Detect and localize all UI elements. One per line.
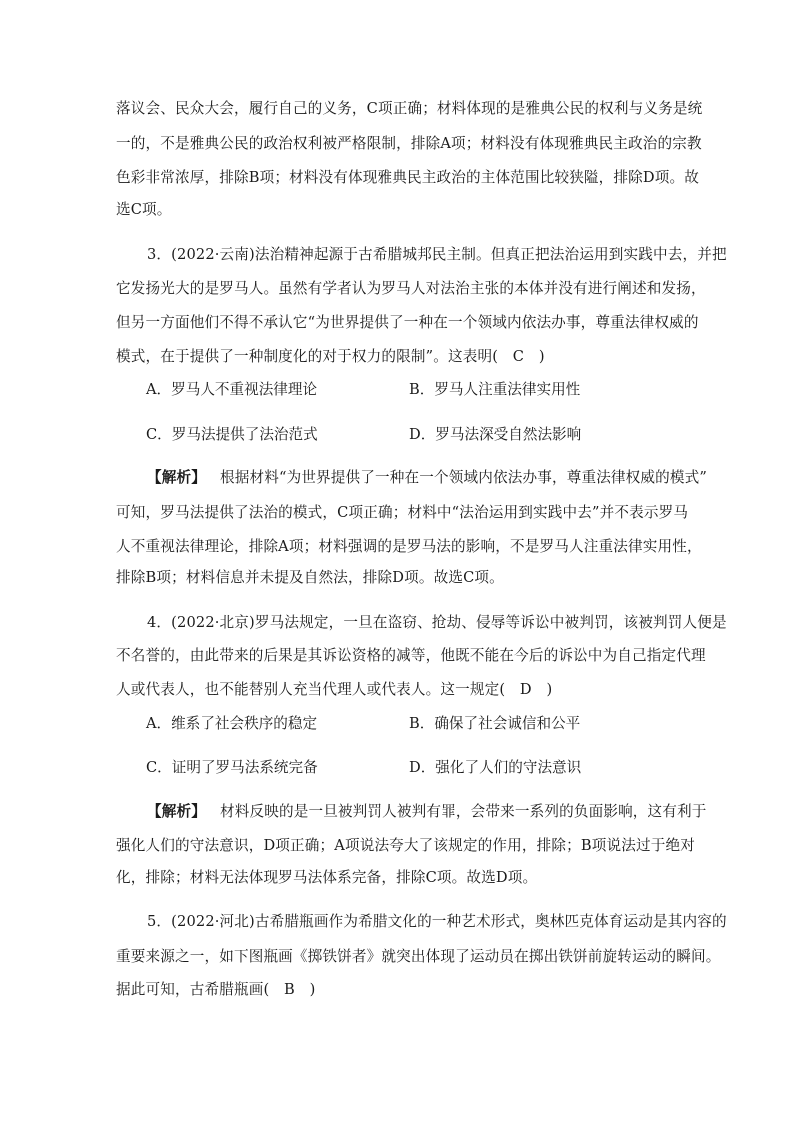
question-3-stem: 它发扬光大的是罗马人。虽然有学者认为罗马人对法治主张的本体并没有进行阐述和发扬，	[116, 280, 706, 297]
q4-option-c: C．证明了罗马法系统完备	[146, 759, 318, 776]
analysis-line: 可知，罗马法提供了法治的模式，C项正确；材料中“法治运用到实践中去”并不表示罗马	[116, 504, 689, 521]
q4-analysis-first-line	[147, 802, 707, 822]
analysis-tag: 【解析】	[147, 803, 206, 820]
analysis-line: 落议会、民众大会，履行自己的义务，C项正确；材料体现的是雅典公民的权利与义务是统	[116, 100, 703, 117]
q3-option-b: B．罗马人注重法律实用性	[409, 381, 581, 398]
q4-option-b: B．确保了社会诚信和公平	[409, 715, 581, 732]
q3-option-d: D．罗马法深受自然法影响	[409, 426, 582, 443]
q4-option-d: D．强化了人们的守法意识	[409, 759, 582, 776]
q4-option-a: A．维系了社会秩序的稳定	[146, 715, 318, 732]
analysis-line: 人不重视法律理论，排除A项；材料强调的是罗马法的影响，不是罗马人注重法律实用性，	[116, 538, 702, 555]
question-5-stem: 据此可知，古希腊瓶画( B )	[116, 981, 316, 998]
analysis-text: 材料反映的是一旦被判罚人被判有罪，会带来一系列的负面影响，这有利于	[219, 803, 707, 820]
question-3-stem: 3．(2022·云南)法治精神起源于古希腊城邦民主制。但真正把法治运用到实践中去，并把	[147, 246, 727, 263]
analysis-tag: 【解析】	[147, 469, 206, 486]
question-4-stem: 人或代表人，也不能替别人充当代理人或代表人。这一规定( D )	[116, 681, 553, 698]
analysis-line: 排除B项；材料信息并未提及自然法，排除D项。故选C项。	[116, 569, 504, 586]
question-3-stem: 但另一方面他们不得不承认它“为世界提供了一种在一个领域内依法办事，尊重法律权威的	[116, 314, 699, 331]
analysis-line: 化，排除；材料无法体现罗马法体系完备，排除C项。故选D项。	[116, 869, 538, 886]
analysis-line: 强化人们的守法意识，D项正确；A项说法夸大了该规定的作用，排除；B项说法过于绝对	[116, 837, 695, 854]
analysis-line: 色彩非常浓厚，排除B项；材料没有体现雅典民主政治的主体范围比较狭隘，排除D项。故	[116, 169, 699, 186]
question-3-stem: 模式，在于提供了一种制度化的对于权力的限制”。这表明( C )	[116, 348, 545, 365]
analysis-text: 根据材料“为世界提供了一种在一个领域内依法办事，尊重法律权威的模式”	[219, 469, 708, 486]
question-4-stem: 4．(2022·北京)罗马法规定，一旦在盗窃、抢劫、侵辱等诉讼中被判罚，该被判罚人便是	[147, 614, 727, 631]
q3-analysis-first-line	[147, 468, 708, 488]
q3-option-c: C．罗马法提供了法治范式	[146, 426, 318, 443]
question-5-stem: 5．(2022·河北)古希腊瓶画作为希腊文化的一种艺术形式，奥林匹克体育运动是其内容的	[147, 913, 727, 930]
question-4-stem: 不名誉的，由此带来的后果是其诉讼资格的减等，他既不能在今后的诉讼中为自己指定代理	[116, 647, 706, 664]
analysis-line: 选C项。	[116, 201, 172, 218]
analysis-line: 一的，不是雅典公民的政治权利被严格限制，排除A项；材料没有体现雅典民主政治的宗教	[116, 135, 702, 152]
q3-option-a: A．罗马人不重视法律理论	[146, 381, 318, 398]
question-5-stem: 重要来源之一，如下图瓶画《掷铁饼者》就突出体现了运动员在掷出铁饼前旋转运动的瞬间。	[116, 948, 721, 965]
